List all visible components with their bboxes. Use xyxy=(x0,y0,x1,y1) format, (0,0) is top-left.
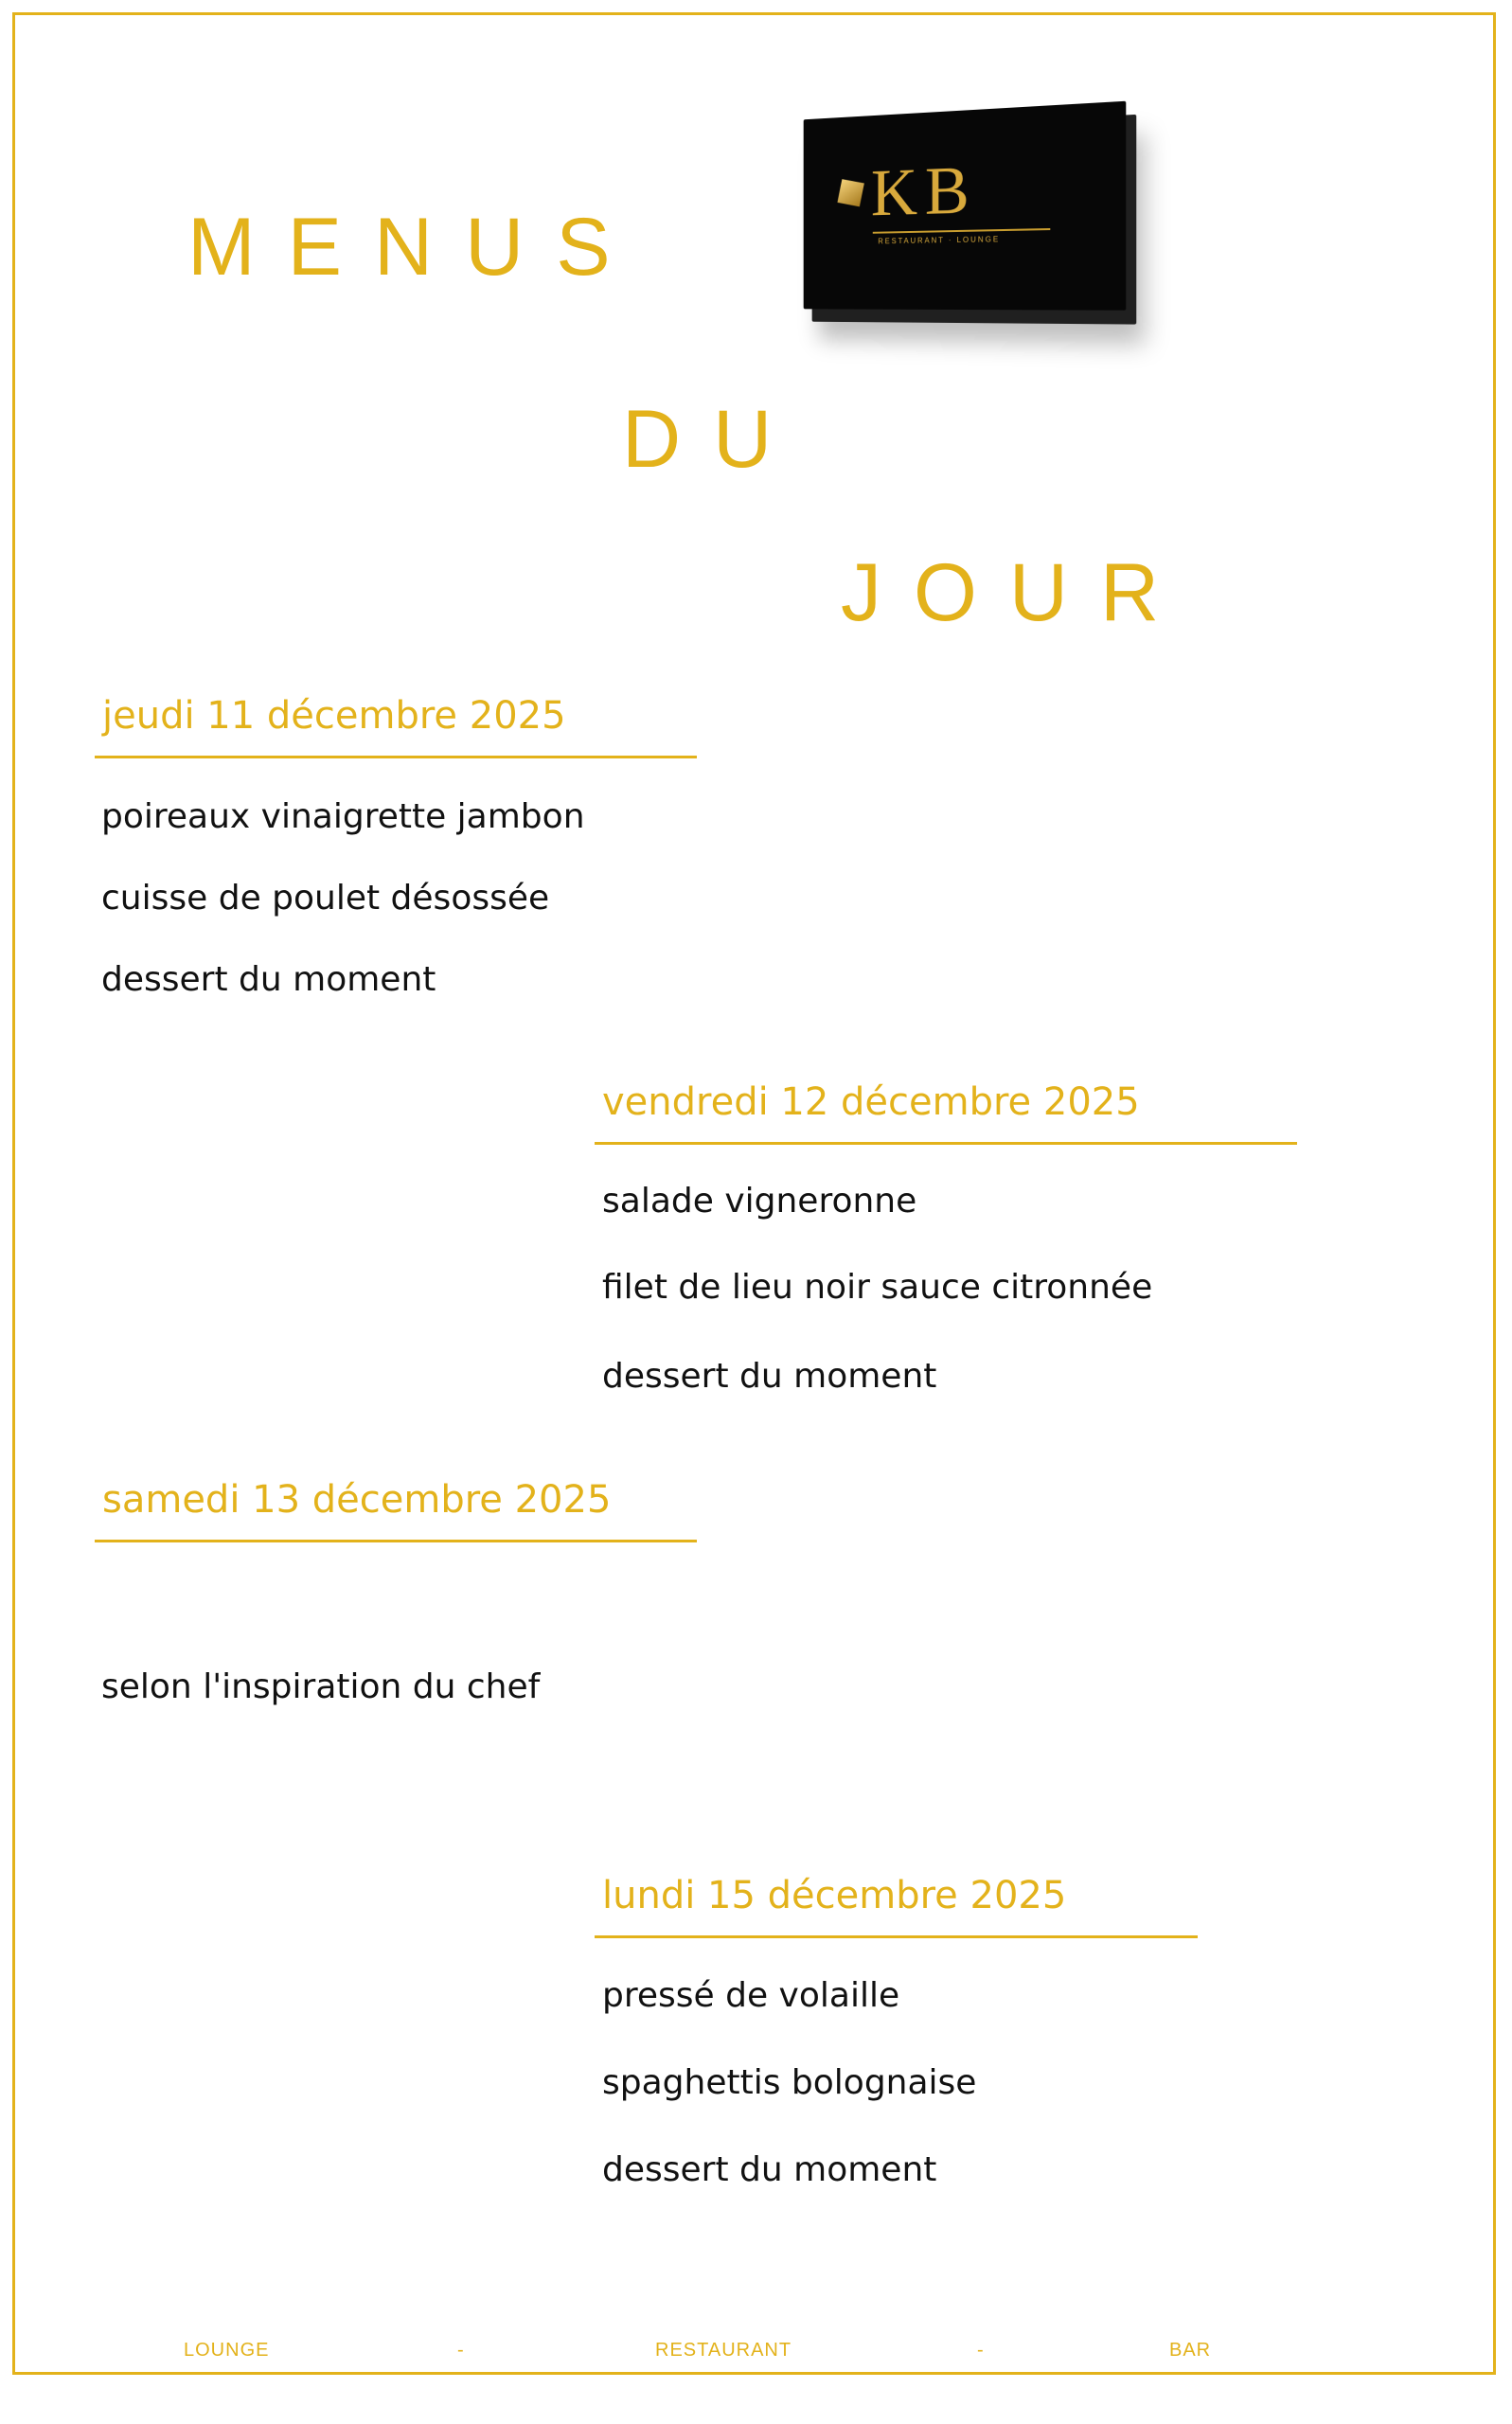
logo-text: KB xyxy=(870,152,977,230)
dish-item: dessert du moment xyxy=(101,960,436,999)
date-heading: jeudi 11 décembre 2025 xyxy=(102,694,566,738)
dish-item: dessert du moment xyxy=(602,2150,937,2189)
date-heading: vendredi 12 décembre 2025 xyxy=(602,1080,1140,1124)
date-rule xyxy=(95,1540,697,1542)
dish-item: cuisse de poulet désossée xyxy=(101,879,550,918)
dish-item: selon l'inspiration du chef xyxy=(101,1667,541,1706)
title-menus: MENUS xyxy=(187,202,643,293)
footer-lounge: LOUNGE xyxy=(184,2340,270,2361)
dish-item: poireaux vinaigrette jambon xyxy=(101,797,585,836)
date-heading: lundi 15 décembre 2025 xyxy=(602,1874,1067,1917)
dish-item: salade vigneronne xyxy=(602,1182,917,1221)
footer-separator: - xyxy=(457,2340,465,2361)
dish-item: filet de lieu noir sauce citronnée xyxy=(602,1268,1153,1307)
footer-bar: BAR xyxy=(1169,2340,1212,2361)
date-heading: samedi 13 décembre 2025 xyxy=(102,1478,612,1522)
dish-item: spaghettis bolognaise xyxy=(602,2063,977,2102)
menu-date-3 xyxy=(95,1478,697,1542)
date-rule xyxy=(595,1935,1198,1938)
logo-subtitle: RESTAURANT · LOUNGE xyxy=(878,235,1001,246)
logo xyxy=(804,101,1127,311)
date-rule xyxy=(595,1142,1297,1145)
dish-item: dessert du moment xyxy=(602,1357,937,1396)
dish-item: pressé de volaille xyxy=(602,1976,900,2015)
footer-restaurant: RESTAURANT xyxy=(655,2340,792,2361)
menu-date-4 xyxy=(595,1874,1198,1938)
menu-date-2 xyxy=(595,1080,1297,1145)
menu-date-1 xyxy=(95,694,697,758)
logo-box-icon xyxy=(837,179,863,206)
title-du: DU xyxy=(622,394,805,485)
title-jour: JOUR xyxy=(841,547,1192,638)
footer-separator: - xyxy=(977,2340,985,2361)
date-rule xyxy=(95,756,697,758)
